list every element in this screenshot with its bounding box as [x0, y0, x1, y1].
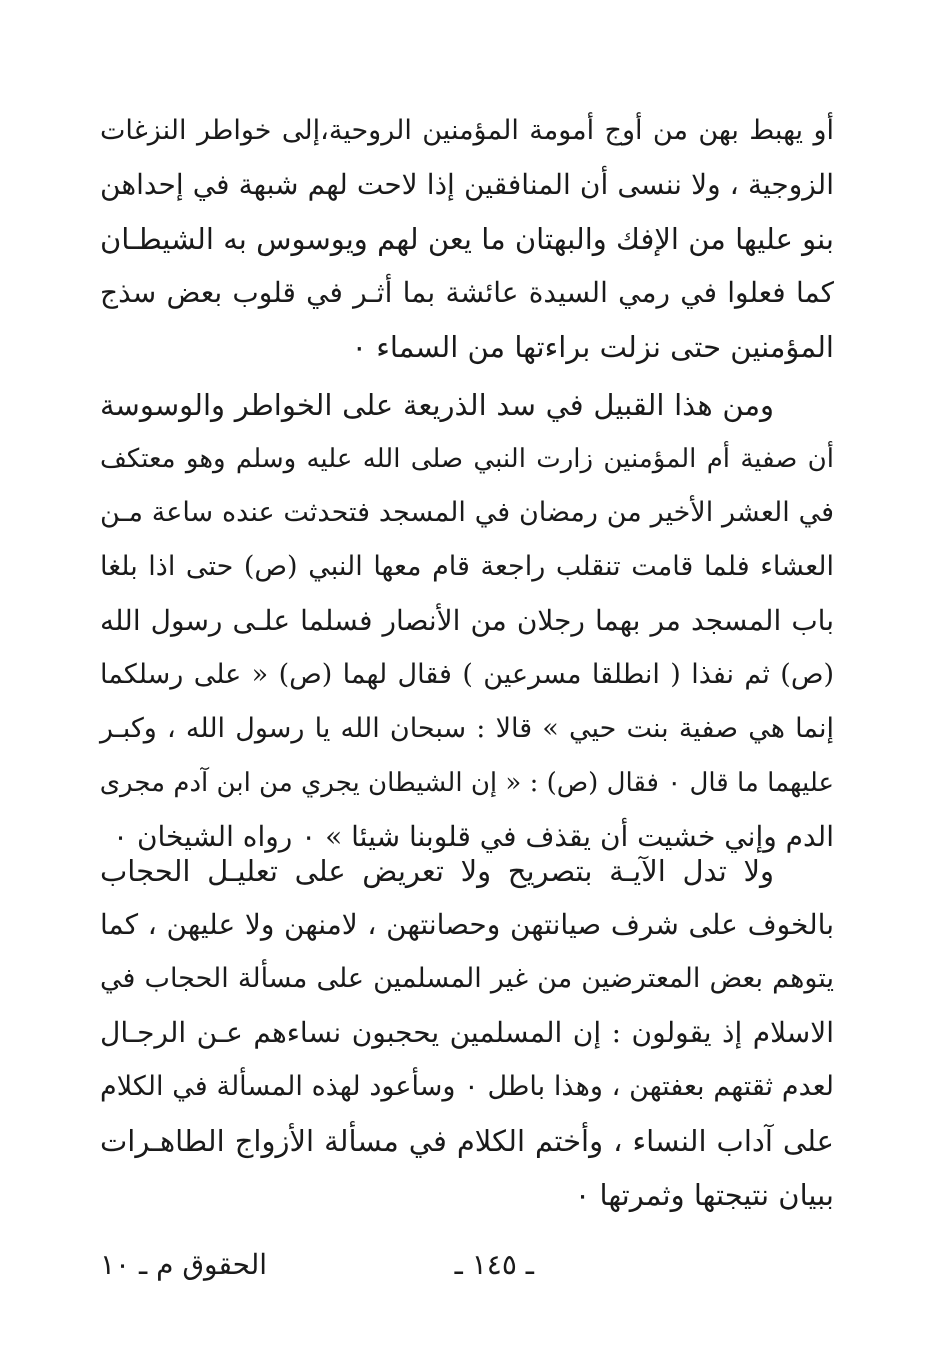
text-line: أن صفية أم المؤمنين زارت النبي صلى الله عليه وسلم وهو معتكف — [100, 444, 834, 474]
text-line: ببيان نتيجتها وثمرتها ٠ — [574, 1178, 834, 1212]
text-line: على آداب النساء ، وأختم الكلام في مسألة الأزواج الطاهـرات — [100, 1124, 834, 1158]
text-line: (ص) ثم نفذا ( انطلقا مسرعين ) فقال لهما (ص) « على رسلكما — [100, 659, 834, 690]
text-line: ولا تدل الآيـة بتصريح ولا تعريض على تعليـل الحجاب — [100, 854, 774, 888]
text-line: الزوجية ، ولا ننسى أن المنافقين إذا لاحت لهم شبهة في إحداهن — [100, 168, 834, 201]
page-footer — [100, 1240, 834, 1290]
text-line: بنو عليها من الإفك والبهتان ما يعن لهم ويوسوس به الشيطـان — [100, 222, 834, 256]
text-line: ومن هذا القبيل في سد الذريعة على الخواطر والوسوسة — [100, 388, 774, 422]
text-line: المؤمنين حتى نزلت براءتها من السماء ٠ — [351, 330, 834, 364]
text-line: كما فعلوا في رمي السيدة عائشة بما أثـر في قلوب بعض سذج — [100, 276, 834, 309]
text-line: لعدم ثقتهم بعفتهن ، وهذا باطل ٠ وسأعود لهذه المسألة في الكلام — [100, 1071, 834, 1102]
text-line: إنما هي صفية بنت حيي » قالا : سبحان الله يا رسول الله ، وكبـر — [100, 713, 834, 744]
text-line: يتوهم بعض المعترضين من غير المسلمين على مسألة الحجاب في — [100, 963, 834, 994]
text-line: الدم وإني خشيت أن يقذف في قلوبنا شيئا » ٠ رواه الشيخان ٠ — [113, 820, 834, 853]
text-line: الاسلام إذ يقولون : إن المسلمين يحجبون نساءهم عـن الرجـال — [100, 1016, 834, 1049]
text-line: عليهما ما قال ٠ فقال (ص) : « إن الشيطان يجري من ابن آدم مجرى — [99, 768, 834, 798]
page-number: ـ ١٤٥ ـ — [454, 1248, 534, 1281]
text-line: باب المسجد مر بهما رجلان من الأنصار فسلما علـى رسول الله — [100, 604, 834, 637]
text-line: في العشر الأخير من رمضان في المسجد فتحدثت عنده ساعة مـن — [100, 497, 834, 528]
signature-mark: الحقوق م ـ ١٠ — [100, 1248, 268, 1281]
paragraph-3 — [100, 844, 834, 1222]
paragraph-2 — [100, 378, 834, 864]
text-line: العشاء فلما قامت تنقلب راجعة قام معها النبي (ص) حتى اذا بلغا — [100, 551, 834, 582]
paragraph-1 — [100, 104, 834, 374]
text-line: بالخوف على شرف صيانتهن وحصانتهن ، لامنهن ولا عليهن ، كما — [100, 908, 834, 941]
text-line: أو يهبط بهن من أوج أمومة المؤمنين الروحية،إلى خواطر النزغات — [100, 115, 834, 146]
